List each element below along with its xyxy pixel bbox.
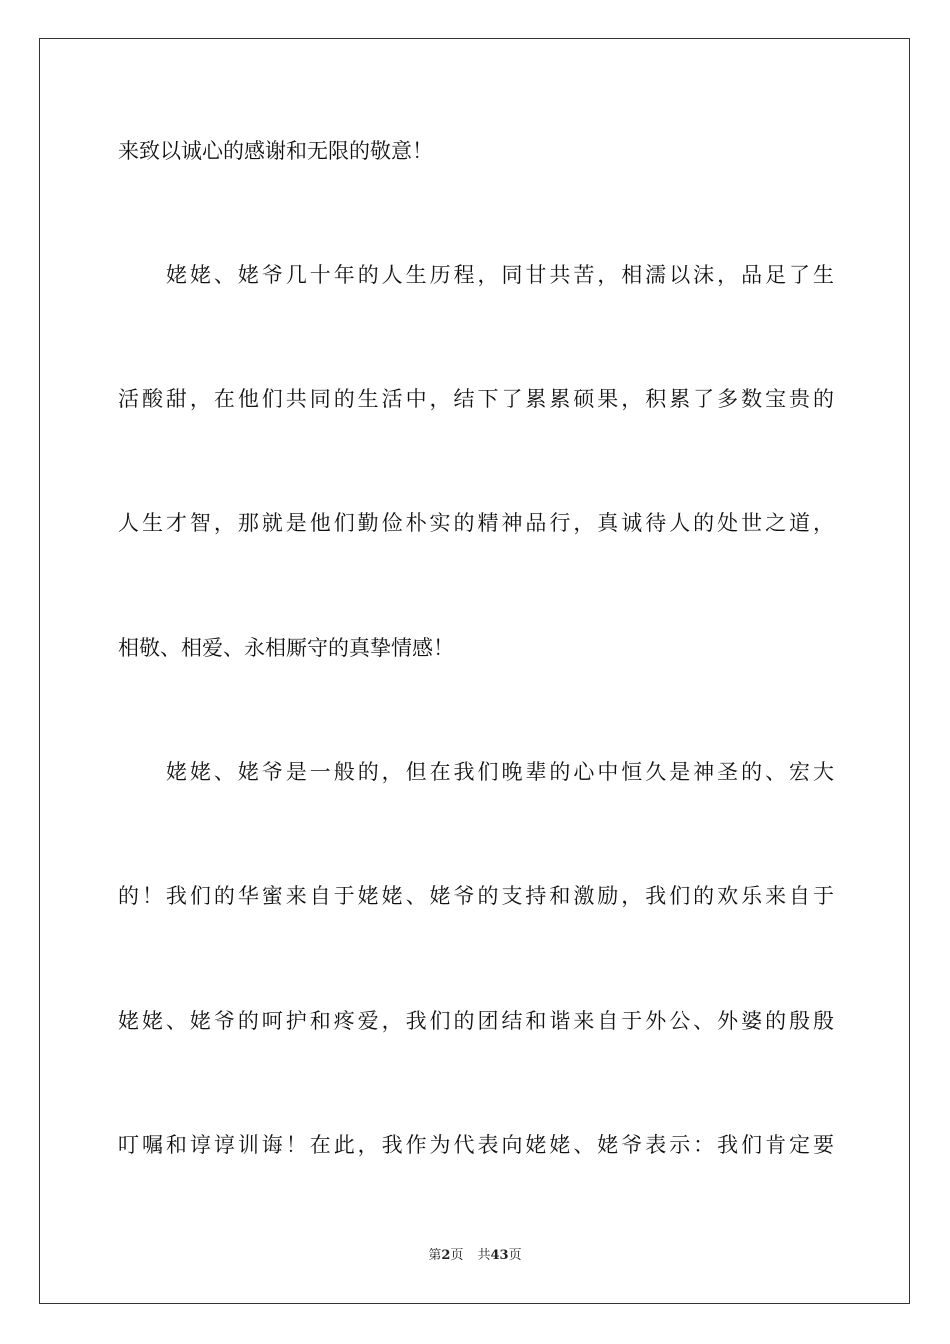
text-line-7: 的！我们的华蜜来自于姥姥、姥爷的支持和激励，我们的欢乐来自于	[118, 884, 834, 908]
text-line-1: 来致以诚心的感谢和无限的敬意！	[118, 139, 433, 163]
page-total: 43	[490, 1248, 509, 1263]
page-current: 2	[441, 1248, 451, 1263]
page-prefix: 第	[428, 1248, 442, 1263]
page-footer	[0, 1247, 950, 1265]
text-line-6: 姥姥、姥爷是一般的，但在我们晚辈的心中恒久是神圣的、宏大	[166, 760, 834, 784]
page-suffix: 页	[450, 1248, 464, 1263]
text-line-8: 姥姥、姥爷的呵护和疼爱，我们的团结和谐来自于外公、外婆的殷殷	[118, 1009, 834, 1033]
text-line-2: 姥姥、姥爷几十年的人生历程，同甘共苦，相濡以沫，品足了生	[166, 263, 834, 287]
page-border	[39, 38, 910, 1304]
text-line-9: 叮嘱和谆谆训诲！在此，我作为代表向姥姥、姥爷表示：我们肯定要	[118, 1133, 834, 1157]
text-line-3: 活酸甜，在他们共同的生活中，结下了累累硕果，积累了多数宝贵的	[118, 387, 834, 411]
text-line-5: 相敬、相爱、永相厮守的真挚情感！	[118, 636, 454, 660]
total-suffix: 页	[508, 1248, 522, 1263]
total-prefix: 共	[477, 1248, 491, 1263]
text-line-4: 人生才智，那就是他们勤俭朴实的精神品行，真诚待人的处世之道，	[118, 511, 834, 535]
